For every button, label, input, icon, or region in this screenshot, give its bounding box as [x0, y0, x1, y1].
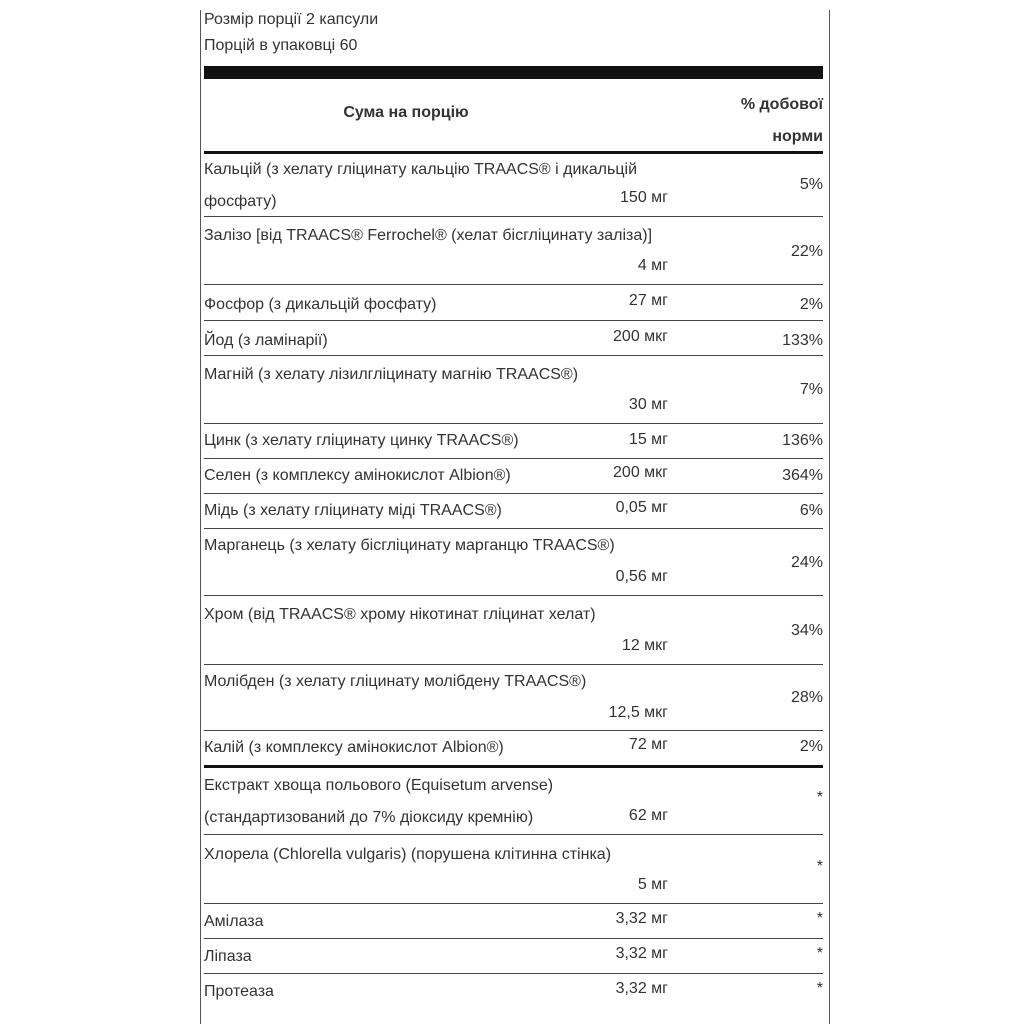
- nutrient-daily-value: 5%: [799, 176, 823, 193]
- nutrient-daily-value: 7%: [799, 381, 823, 398]
- row-divider: [204, 938, 823, 939]
- nutrient-daily-value: 34%: [790, 622, 823, 639]
- nutrient-row-zinc: [204, 425, 823, 459]
- nutrient-row-phosphorus: [204, 286, 823, 321]
- nutrient-daily-value: *: [816, 789, 823, 806]
- ingredient-row-chlorella: [204, 836, 823, 904]
- nutrient-amount: 3,32 мг: [615, 980, 668, 997]
- ingredient-row-protease: [204, 975, 823, 1009]
- nutrient-daily-value: 364%: [782, 467, 823, 484]
- nutrient-amount: 200 мкг: [613, 464, 668, 481]
- nutrient-label: Йод (з ламінарії): [204, 332, 328, 349]
- nutrient-daily-value: 136%: [782, 432, 823, 449]
- nutrient-amount: 27 мг: [628, 292, 668, 309]
- daily-value-header-line1: % добової: [740, 96, 823, 113]
- row-divider: [204, 903, 823, 904]
- nutrient-label: Хром (від TRAACS® хрому нікотинат гліцинат хелат): [204, 606, 596, 623]
- nutrient-label: Магній (з хелату лізилгліцинату магнію TRAACS®): [204, 366, 579, 383]
- servings-per-container: Порцій в упаковці 60: [204, 37, 358, 54]
- nutrient-daily-value: *: [816, 910, 823, 927]
- nutrient-amount: 12 мкг: [621, 637, 668, 654]
- nutrient-label: Мідь (з хелату гліцинату міді TRAACS®): [204, 502, 502, 519]
- nutrient-row-selenium: [204, 460, 823, 494]
- nutrient-label: Фосфор (з дикальцій фосфату): [204, 296, 437, 313]
- nutrient-amount: 15 мг: [628, 431, 668, 448]
- row-divider: [204, 458, 823, 459]
- row-divider: [204, 973, 823, 974]
- nutrient-row-magnesium: [204, 357, 823, 424]
- row-divider: [204, 595, 823, 596]
- nutrient-label: Кальцій (з хелату гліцинату кальцію TRAACS® і дикальцій фосфату): [204, 161, 638, 210]
- nutrient-daily-value: 6%: [799, 502, 823, 519]
- row-divider: [204, 355, 823, 356]
- nutrient-label: Ліпаза: [204, 948, 252, 965]
- daily-value-header-line2: норми: [772, 128, 823, 145]
- row-divider: [204, 528, 823, 529]
- nutrient-daily-value: *: [816, 945, 823, 962]
- row-divider: [204, 493, 823, 494]
- nutrient-daily-value: *: [816, 858, 823, 875]
- nutrient-label: Протеаза: [204, 983, 274, 1000]
- nutrient-daily-value: 22%: [790, 243, 823, 260]
- nutrient-row-iodine: [204, 322, 823, 356]
- nutrient-row-potassium: [204, 732, 823, 768]
- nutrient-amount: 62 мг: [628, 807, 668, 824]
- nutrient-row-chromium: [204, 598, 823, 665]
- nutrient-amount: 72 мг: [628, 736, 668, 753]
- nutrient-label: Амілаза: [204, 913, 264, 930]
- section-divider: [204, 765, 823, 768]
- nutrient-label: Цинк (з хелату гліцинату цинку TRAACS®): [204, 432, 519, 449]
- nutrient-row-copper: [204, 495, 823, 529]
- nutrient-label: Хлорела (Chlorella vulgaris) (порушена клітинна стінка): [204, 846, 612, 863]
- nutrient-amount: 12,5 мкг: [608, 704, 668, 721]
- ingredient-row-horsetail-extract: [204, 769, 823, 835]
- nutrient-daily-value: 2%: [799, 296, 823, 313]
- nutrient-amount: 150 мг: [620, 189, 668, 206]
- row-divider: [204, 284, 823, 285]
- nutrient-label: Калій (з комплексу амінокислот Albion®): [204, 739, 504, 756]
- nutrient-amount: 5 мг: [637, 876, 668, 893]
- ingredient-row-lipase: [204, 940, 823, 974]
- nutrient-daily-value: 24%: [790, 554, 823, 571]
- row-divider: [204, 320, 823, 321]
- nutrient-amount: 0,05 мг: [615, 499, 668, 516]
- nutrient-daily-value: 2%: [799, 738, 823, 755]
- row-divider: [204, 730, 823, 731]
- nutrient-row-manganese: [204, 530, 823, 596]
- nutrient-label: Молібден (з хелату гліцинату молібдену TRAACS®): [204, 673, 587, 690]
- nutrient-amount: 200 мкг: [613, 328, 668, 345]
- nutrient-row-molybdenum: [204, 666, 823, 731]
- header-thick-bar: [204, 66, 823, 79]
- nutrient-row-iron: [204, 219, 823, 285]
- nutrient-row-calcium: [204, 154, 823, 217]
- nutrient-amount: 4 мг: [637, 257, 668, 274]
- amount-per-serving-header: Сума на порцію: [343, 104, 469, 121]
- ingredient-row-amylase: [204, 905, 823, 939]
- nutrient-daily-value: 133%: [782, 332, 823, 349]
- nutrient-label: Залізо [від TRAACS® Ferrochel® (хелат бісгліцинату заліза)]: [204, 227, 653, 244]
- nutrient-daily-value: *: [816, 980, 823, 997]
- row-divider: [204, 664, 823, 665]
- nutrient-amount: 30 мг: [628, 396, 668, 413]
- nutrient-label: Екстракт хвоща польового (Equisetum arvense) (стандартизований до 7% діоксиду кремнію): [204, 777, 554, 826]
- daily-value-header: [741, 89, 823, 153]
- row-divider: [204, 834, 823, 835]
- nutrient-daily-value: 28%: [790, 689, 823, 706]
- nutrient-amount: 3,32 мг: [615, 945, 668, 962]
- nutrient-label: Марганець (з хелату бісгліцинату марганцю TRAACS®): [204, 537, 615, 554]
- nutrient-amount: 3,32 мг: [615, 910, 668, 927]
- serving-size: Розмір порції 2 капсули: [204, 11, 379, 28]
- row-divider: [204, 216, 823, 217]
- row-divider: [204, 423, 823, 424]
- nutrient-amount: 0,56 мг: [615, 568, 668, 585]
- nutrient-label: Селен (з комплексу амінокислот Albion®): [204, 467, 511, 484]
